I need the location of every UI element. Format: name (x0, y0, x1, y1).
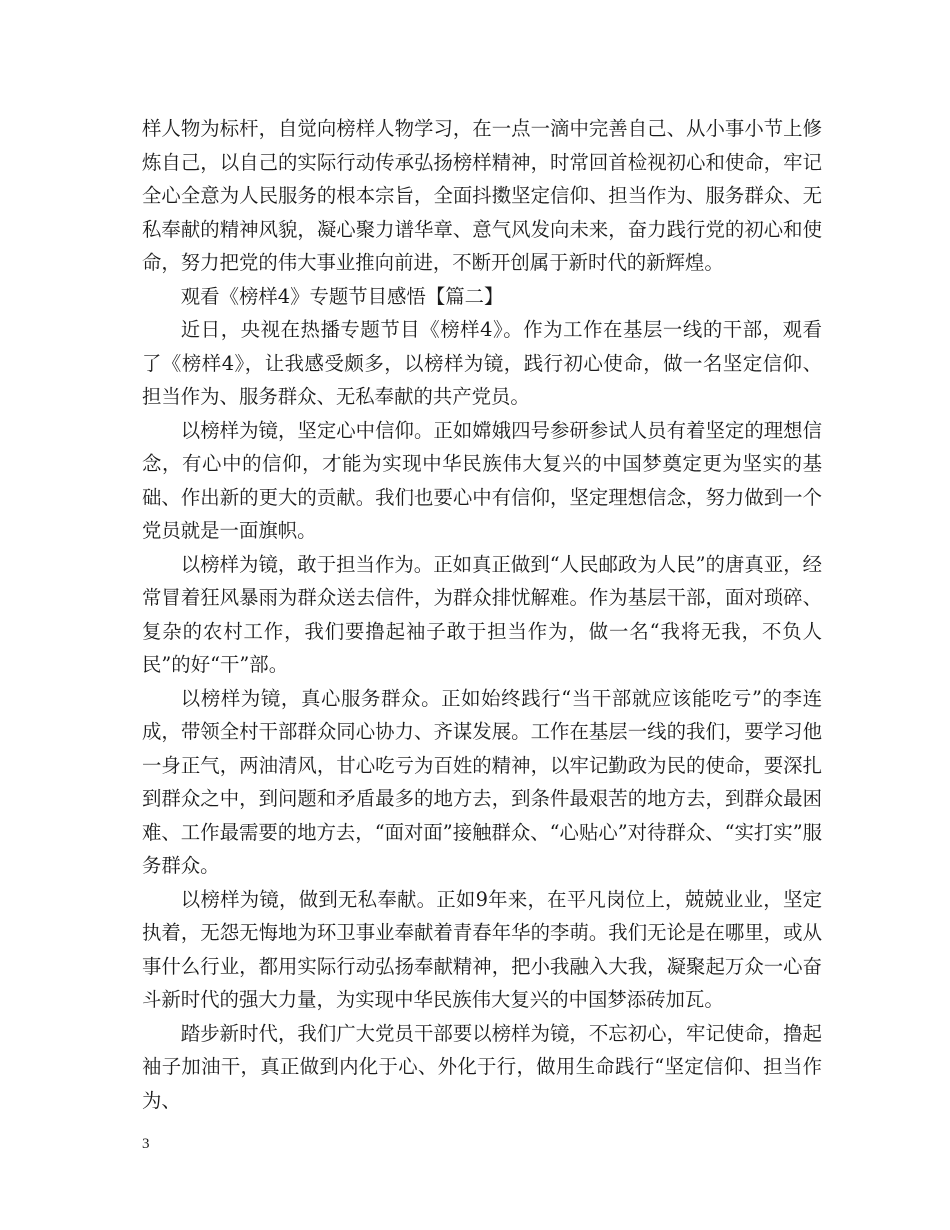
paragraph: 踏步新时代，我们广大党员干部要以榜样为镜，不忘初心，牢记使命，撸起袖子加油干，真正做到内化于心、外化于行，做用生命践行“坚定信仰、担当作为、 (142, 1021, 822, 1112)
section-heading: 观看《榜样4》专题节目感悟【篇二】 (180, 284, 504, 308)
paragraph: 以榜样为镜，真心服务群众。正如始终践行“当干部就应该能吃亏”的李连成，带领全村干部群众同心协力、齐谋发展。工作在基层一线的我们，要学习他一身正气，两油清风，甘心吃亏为百姓的精神，以牢记勤政为民的使命，要深扎到群众之中，到问题和矛盾最多的地方去，到条件最艰苦的地方去，到群众最困难、工作最需要的地方去，“面对面”接触群众、“心贴心”对待群众、“实打实”服务群众。 (142, 686, 822, 877)
paragraph: 近日，央视在热播专题节目《榜样4》。作为工作在基层一线的干部，观看了《榜样4》，让我感受颇多，以榜样为镜，践行初心使命，做一名坚定信仰、担当作为、服务群众、无私奉献的共产党员。 (142, 318, 822, 408)
document-body (142, 112, 822, 1117)
paragraph: 以榜样为镜，敢于担当作为。正如真正做到“人民邮政为人民”的唐真亚，经常冒着狂风暴雨为群众送去信件，为群众排忧解难。作为基层干部，面对琐碎、复杂的农村工作，我们要撸起袖子敢于担当作为，做一名“我将无我，不负人民”的好“干”部。 (142, 552, 822, 676)
paragraph-continuation: 样人物为标杆，自觉向榜样人物学习，在一点一滴中完善自己、从小事小节上修炼自己，以自己的实际行动传承弘扬榜样精神，时常回首检视初心和使命，牢记全心全意为人民服务的根本宗旨，全面抖擞坚定信仰、担当作为、服务群众、无私奉献的精神风貌，凝心聚力谱华章、意气风发向未来，奋力践行党的初心和使命，努力把党的伟大事业推向前进，不断开创属于新时代的新辉煌。 (142, 117, 822, 274)
page-number: 3 (142, 1136, 150, 1152)
paragraph: 以榜样为镜，坚定心中信仰。正如嫦娥四号参研参试人员有着坚定的理想信念，有心中的信仰，才能为实现中华民族伟大复兴的中国梦奠定更为坚实的基础、作出新的更大的贡献。我们也要心中有信仰，坚定理想信念，努力做到一个党员就是一面旗帜。 (142, 418, 822, 542)
paragraph: 以榜样为镜，做到无私奉献。正如9年来，在平凡岗位上，兢兢业业，坚定执着，无怨无悔地为环卫事业奉献着青春年华的李萌。我们无论是在哪里，或从事什么行业，都用实际行动弘扬奉献精神，把小我融入大我，凝聚起万众一心奋斗新时代的强大力量，为实现中华民族伟大复兴的中国梦添砖加瓦。 (142, 887, 822, 1011)
